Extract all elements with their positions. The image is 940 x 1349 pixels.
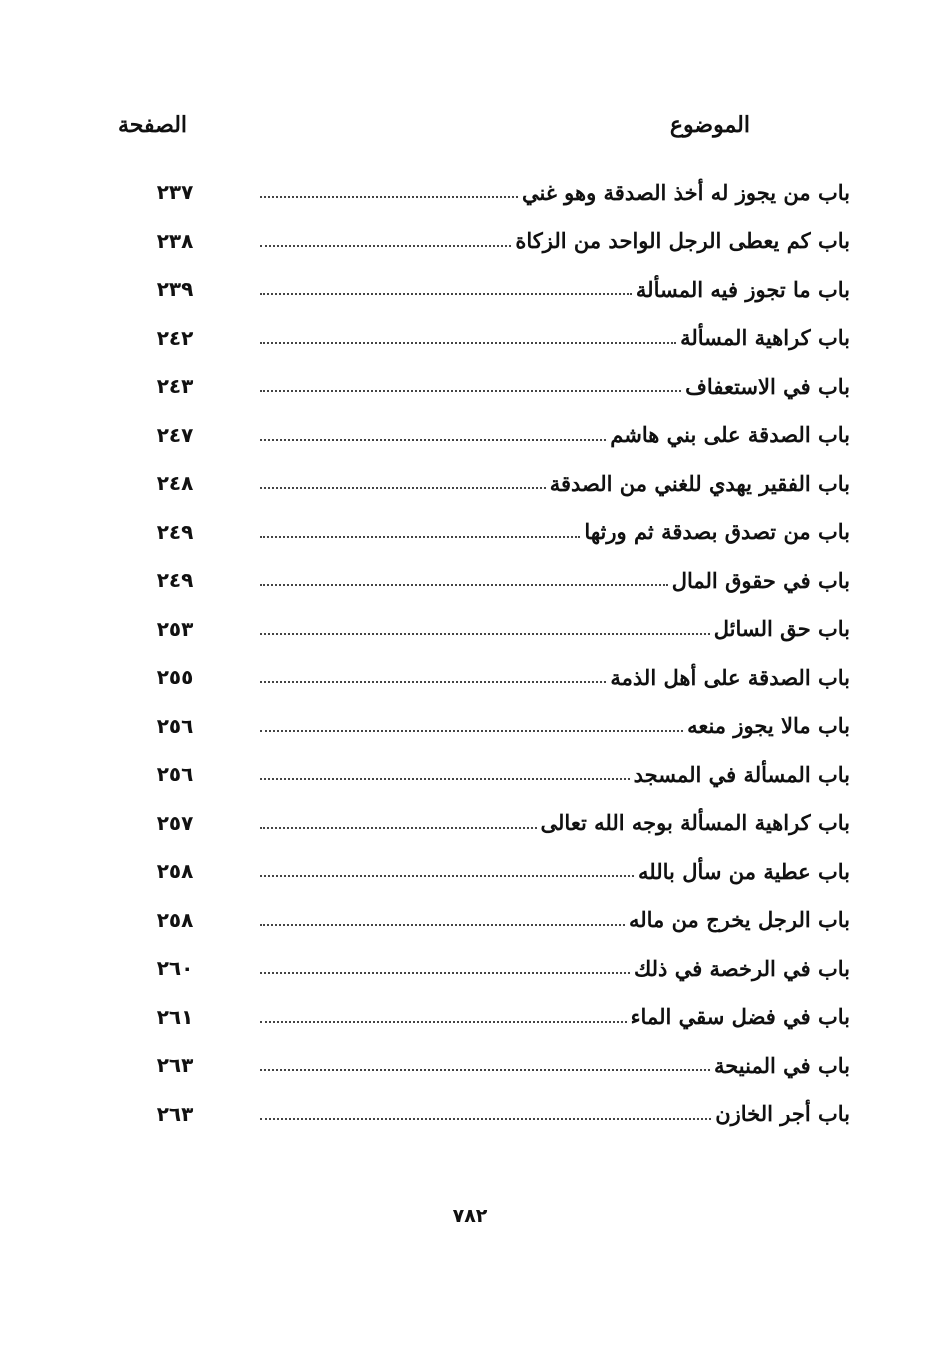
entry-page: ٢٥٦ — [156, 713, 194, 738]
topic-column-heading: الموضوع — [669, 112, 750, 138]
dot-leader — [260, 196, 518, 198]
toc-entry — [140, 1090, 850, 1139]
dot-leader — [260, 972, 630, 974]
entry-page: ٢٥٣ — [156, 616, 194, 641]
toc-entry — [140, 702, 850, 751]
entry-title: باب كم يعطى الرجل الواحد من الزكاة — [515, 228, 850, 254]
dot-leader — [260, 924, 625, 926]
entry-title: باب أجر الخازن — [715, 1101, 850, 1127]
entry-title: باب عطية من سأل بالله — [638, 858, 850, 884]
toc-entry — [140, 168, 850, 217]
entry-title: باب من تصدق بصدقة ثم ورثها — [584, 519, 850, 545]
entry-title: باب كراهية المسألة بوجه الله تعالى — [540, 810, 850, 836]
page-column-heading: الصفحة — [118, 112, 188, 138]
entry-page: ٢٦٠ — [156, 956, 194, 981]
dot-leader — [260, 730, 683, 732]
entry-page: ٢٤٨ — [156, 471, 194, 496]
toc-entry — [140, 993, 850, 1042]
entry-title: باب في المنيحة — [713, 1052, 850, 1078]
entry-title: باب من يجوز له أخذ الصدقة وهو غني — [522, 179, 850, 205]
dot-leader — [260, 1069, 710, 1071]
entry-page: ٢٥٨ — [156, 859, 194, 884]
dot-leader — [260, 390, 681, 392]
dot-leader — [260, 827, 537, 829]
dot-leader — [260, 487, 546, 489]
entry-page: ٢٥٦ — [156, 762, 194, 787]
entry-title: باب ما تجوز فيه المسألة — [635, 276, 850, 302]
entry-page: ٢٣٩ — [156, 277, 194, 302]
dot-leader — [260, 681, 606, 683]
toc-list — [140, 168, 850, 1138]
entry-page: ٢٤٢ — [156, 325, 194, 350]
toc-entry — [140, 217, 850, 266]
dot-leader — [260, 293, 632, 295]
entry-title: باب الصدقة على بني هاشم — [610, 422, 850, 448]
toc-entry — [140, 265, 850, 314]
dot-leader — [260, 439, 606, 441]
dot-leader — [260, 584, 668, 586]
toc-entry — [140, 896, 850, 945]
dot-leader — [260, 245, 511, 247]
entry-title: باب الرجل يخرج من ماله — [628, 907, 850, 933]
entry-page: ٢٣٨ — [156, 228, 194, 253]
toc-entry — [140, 556, 850, 605]
toc-entry — [140, 314, 850, 363]
dot-leader — [260, 1118, 711, 1120]
toc-entry — [140, 508, 850, 557]
dot-leader — [260, 875, 634, 877]
entry-page: ٢٦٣ — [156, 1101, 194, 1126]
entry-page: ٢٤٩ — [156, 519, 194, 544]
entry-title: باب في الاستعفاف — [685, 373, 850, 399]
toc-entry — [140, 411, 850, 460]
toc-entry — [140, 459, 850, 508]
toc-entry — [140, 605, 850, 654]
entry-page: ٢٤٣ — [156, 374, 194, 399]
dot-leader — [260, 1021, 627, 1023]
toc-entry — [140, 750, 850, 799]
entry-title: باب الصدقة على أهل الذمة — [610, 664, 850, 690]
entry-title: باب كراهية المسألة — [680, 325, 850, 351]
entry-page: ٢٦٣ — [156, 1053, 194, 1078]
dot-leader — [260, 342, 676, 344]
table-header — [110, 112, 750, 146]
page-number: ٧٨٢ — [452, 1205, 488, 1227]
entry-page: ٢٤٩ — [156, 568, 194, 593]
entry-page: ٢٤٧ — [156, 422, 194, 447]
entry-title: باب مالا يجوز منعه — [687, 713, 850, 739]
entry-page: ٢٥٨ — [156, 907, 194, 932]
dot-leader — [260, 536, 580, 538]
entry-title: باب في فضل سقي الماء — [630, 1004, 850, 1030]
toc-entry — [140, 653, 850, 702]
toc-entry — [140, 944, 850, 993]
entry-page: ٢٣٧ — [156, 180, 194, 205]
entry-page: ٢٥٧ — [156, 810, 194, 835]
entry-title: باب الفقير يهدي للغني من الصدقة — [549, 470, 850, 496]
entry-page: ٢٦١ — [156, 1004, 194, 1029]
dot-leader — [260, 778, 630, 780]
entry-title: باب المسألة في المسجد — [633, 761, 850, 787]
toc-entry — [140, 847, 850, 896]
toc-entry — [140, 799, 850, 848]
toc-entry — [140, 362, 850, 411]
entry-page: ٢٥٥ — [156, 665, 194, 690]
entry-title: باب حق السائل — [713, 616, 850, 642]
dot-leader — [260, 633, 710, 635]
entry-title: باب في الرخصة في ذلك — [633, 955, 850, 981]
toc-entry — [140, 1041, 850, 1090]
entry-title: باب في حقوق المال — [671, 567, 850, 593]
